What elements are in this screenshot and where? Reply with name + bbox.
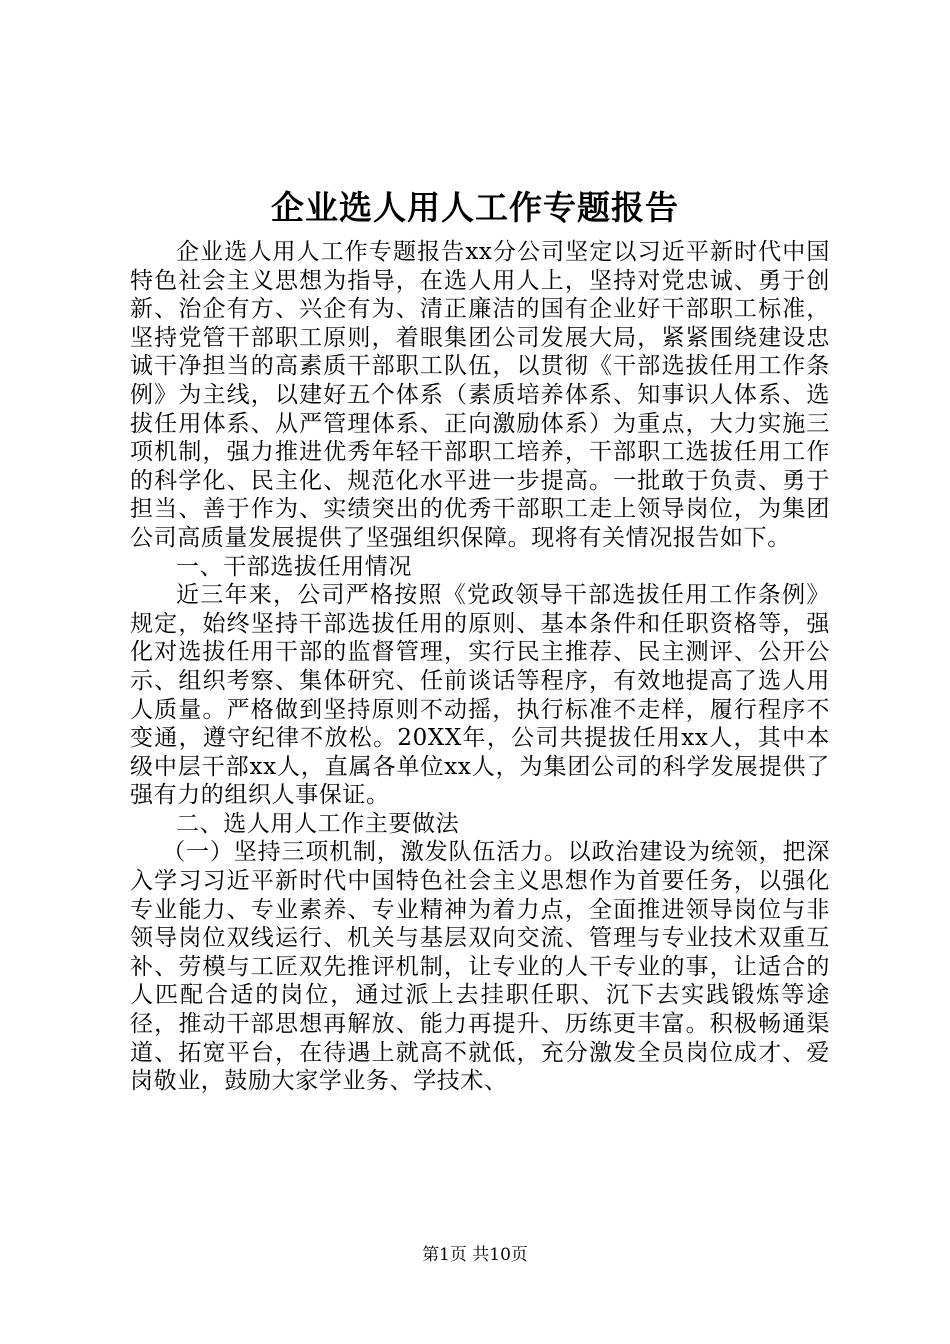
document-title: 企业选人用人工作专题报告 — [271, 188, 679, 227]
paragraph-section-1: 近三年来，公司严格按照《党政领导干部选拔任用工作条例》规定，始终坚持干部选拔任用的原则、基本条件和任职资格等，强化对选拔任用干部的监督管理，实行民主推荐、民主测评、公开公示、组织考察、集体研究、任前谈话等程序，有效地提高了选人用人质量。严格做到坚持原则不动摇，执行标准不走样，履行程序不变通，遵守纪律不放松。20XX年，公司共提拔任用xx人，其中本级中层干部xx人，直属各单位xx人，为集团公司的科学发展提供了强有力的组织人事保证。 — [130, 582, 830, 809]
section-heading-1: 一、干部选拔任用情况 — [176, 553, 412, 580]
section-heading-2: 二、选人用人工作主要做法 — [176, 810, 460, 837]
page-footer: 第1页 共10页 — [422, 1245, 528, 1265]
paragraph-subsection-1: （一）坚持三项机制，激发队伍活力。以政治建设为统领，把深入学习习近平新时代中国特色社会主义思想作为首要任务，以强化专业能力、专业素养、专业精神为着力点，全面推进领导岗位与非领导岗位双线运行、机关与基层双向交流、管理与专业技术双重互补、劳模与工匠双先推评机制，让专业的人干专业的事，让适合的人匹配合适的岗位，通过派上去挂职任职、沉下去实践锻炼等途径，推动干部思想再解放、能力再提升、历练更丰富。积极畅通渠道、拓宽平台，在待遇上就高不就低，充分激发全员岗位成才、爱岗敬业，鼓励大家学业务、学技术、 — [130, 839, 830, 1095]
document-body — [130, 238, 830, 1096]
paragraph-intro: 企业选人用人工作专题报告xx分公司坚定以习近平新时代中国特色社会主义思想为指导，在选人用人上，坚持对党忠诚、勇于创新、治企有方、兴企有为、清正廉洁的国有企业好干部职工标准，坚持党管干部职工原则，着眼集团公司发展大局，紧紧围绕建设忠诚干净担当的高素质干部职工队伍，以贯彻《干部选拔任用工作条例》为主线，以建好五个体系（素质培养体系、知事识人体系、选拔任用体系、从严管理体系、正向激励体系）为重点，大力实施三项机制，强力推进优秀年轻干部职工培养，干部职工选拔任用工作的科学化、民主化、规范化水平进一步提高。一批敢于负责、勇于担当、善于作为、实绩突出的优秀干部职工走上领导岗位，为集团公司高质量发展提供了坚强组织保障。现将有关情况报告如下。 — [130, 239, 830, 551]
